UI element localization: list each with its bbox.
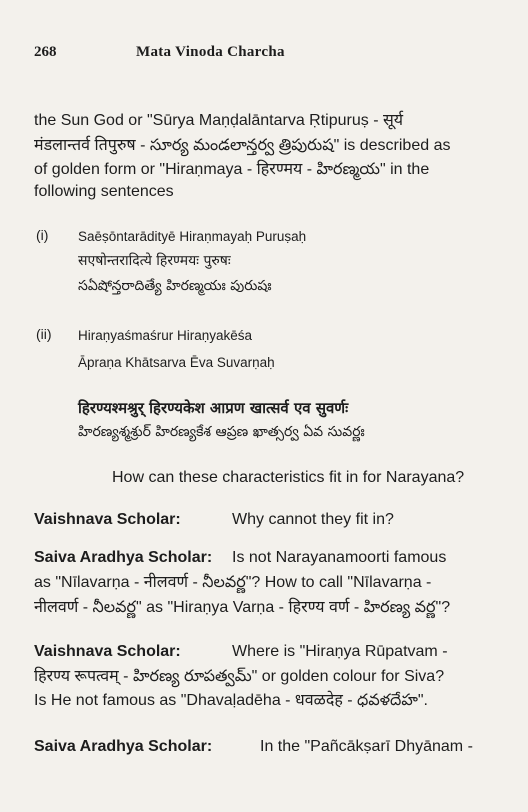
intro-line-3: of golden form or "Hiraṇmaya - हिरण्मय - హిరణ్మయ" in the (34, 161, 430, 178)
item-marker-i: (i) (36, 227, 49, 243)
item-ii-transliteration-2: Āpraṇa Khātsarva Ēva Suvarṇaḥ (78, 355, 275, 370)
dialogue-2-text-3: नीलवर्ण - నీలవర్ణ" as "Hiraṇya Varṇa - हिरण्य वर्ण - హిరణ్య వర్ణ"? (34, 599, 451, 616)
dialogue-3-text-2: हिरण्य रूपत्वम् - హిరణ్య రూపత్వమ్" or golden colour for Siva? (34, 668, 445, 685)
dialogue-1-text: Why cannot they fit in? (232, 511, 394, 528)
item-i-devanagari: सएषोन्तरादित्ये हिरण्मयः पुरुषः (78, 253, 231, 269)
item-ii-devanagari: हिरण्यश्मश्रुर् हिरण्यकेश आप्रण खात्सर्व एव सुवर्णः (78, 399, 349, 417)
question-line: How can these characteristics fit in for Narayana? (112, 469, 465, 486)
item-i-transliteration: Saēṣōntarādityē Hiraṇmayaḥ Puruṣaḥ (78, 229, 307, 244)
speaker-saiva-1: Saiva Aradhya Scholar: (34, 549, 213, 566)
item-ii-telugu: హిరణ్యశ్మశ్రుర్ హిరణ్యకేశ ఆప్రణ ఖాత్సర్వ ఏవ సువర్ణః (78, 424, 365, 440)
speaker-vaishnava-1: Vaishnava Scholar: (34, 511, 181, 528)
item-marker-ii: (ii) (36, 326, 52, 342)
page-number: 268 (34, 44, 57, 60)
page-header (34, 44, 504, 66)
speaker-saiva-2: Saiva Aradhya Scholar: (34, 738, 213, 755)
dialogue-3-text-3: Is He not famous as "Dhavaḷadēha - धवळदेह - ధవళదేహ". (34, 692, 428, 709)
dialogue-4-text-1: In the "Pañcākṣarī Dhyānam - (260, 738, 473, 755)
dialogue-2-text-1: Is not Narayanamoorti famous (232, 549, 447, 566)
intro-line-2: मंडलान्तर्व तिपुरुष - సూర్య మండలాన్తర్వ త్రిపురుష" is described as (34, 137, 451, 154)
dialogue-3-text-1: Where is "Hiraṇya Rūpatvam - (232, 643, 448, 660)
intro-line-1: the Sun God or "Sūrya Maṇḍalāntarva Ṛtipuruṣ - सूर्य (34, 112, 404, 129)
dialogue-2-text-2: as "Nīlavarṇa - नीलवर्ण - నీలవర్ణ"? How to call "Nīlavarṇa - (34, 574, 432, 591)
running-title: Mata Vinoda Charcha (136, 44, 285, 60)
speaker-vaishnava-2: Vaishnava Scholar: (34, 643, 181, 660)
item-ii-transliteration-1: Hiraṇyaśmaśrur Hiraṇyakēśa (78, 328, 253, 343)
item-i-telugu: సఏషోన్తరాదిత్యే హిరణ్మయః పురుషః (78, 278, 272, 294)
intro-line-4: following sentences (34, 183, 174, 200)
